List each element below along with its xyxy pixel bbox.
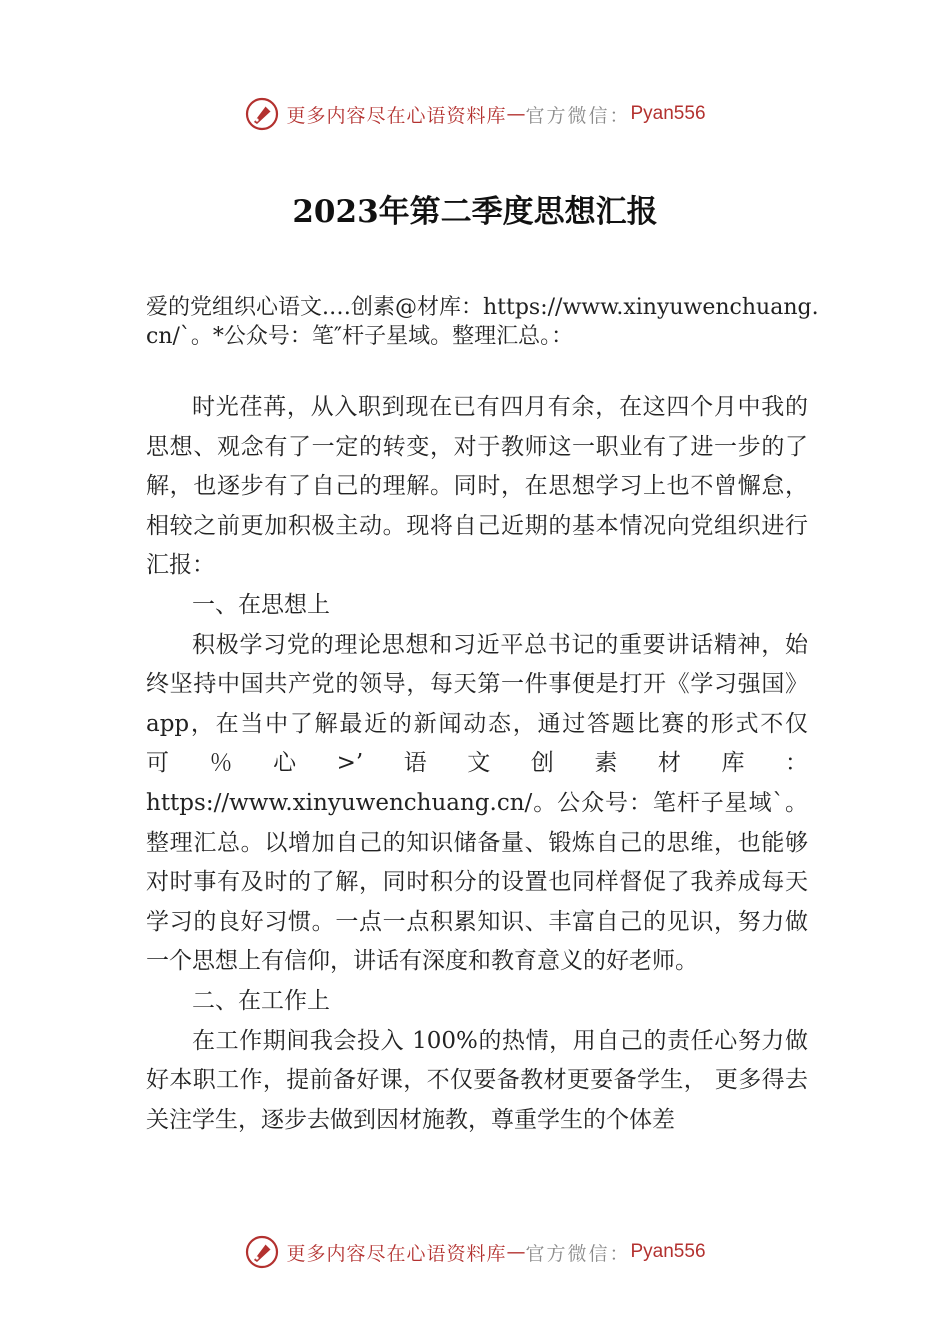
banner-wechat-label: 官方微信：	[525, 1242, 631, 1265]
banner-wechat-id: Pyan556	[630, 103, 706, 124]
pen-nib-logo-icon	[244, 1234, 280, 1270]
section-heading-work: 二、在工作上	[192, 987, 330, 1014]
paragraph-thought: 积极学习党的理论思想和习近平总书记的重要讲话精神，始终坚持中国共产党的领导，每天第一件事便是打开《学习强国》app，在当中了解最近的新闻动态，通过答题比赛的形式不仅可％心>’语文创素材库：https://www.xinyuwenchuang.cn/。公众号：笔杆子星域`。整理汇总。以增加自己的知识储备量、锻炼自己的思维，也能够对时事有及时的了解，同时积分的设置也同样督促了我养成每天学习的良好习惯。一点一点积累知识、丰富自己的见识，努力做一个思想上有信仰，讲话有深度和教育意义的好老师。	[146, 631, 808, 975]
banner-brand-text: 更多内容尽在心语资料库	[286, 104, 507, 127]
document-title: 2023年第二季度思想汇报	[292, 194, 658, 230]
banner-wechat-id: Pyan556	[630, 1241, 706, 1262]
paragraph-work: 在工作期间我会投入 100%的热情，用自己的责任心努力做好本职工作，提前备好课，不仅要备教材更要备学生， 更多得去关注学生，逐步去做到因材施教，尊重学生的个体差	[146, 1027, 808, 1133]
footer-banner	[0, 1232, 950, 1272]
banner-brand-text: 更多内容尽在心语资料库	[286, 1242, 507, 1265]
section-heading-thought: 一、在思想上	[192, 591, 330, 618]
header-banner	[0, 94, 950, 134]
paragraph-intro: 时光荏苒，从入职到现在已有四月有余，在这四个月中我的思想、观念有了一定的转变，对于教师这一职业有了进一步的了解，也逐步有了自己的理解。同时，在思想学习上也不曾懈怠，相较之前更加积极主动。现将自己近期的基本情况向党组织进行汇报：	[146, 394, 808, 579]
pen-nib-logo-icon	[244, 96, 280, 132]
document-body	[146, 388, 808, 1140]
banner-wechat-label: 官方微信：	[525, 104, 631, 127]
banner-separator: —	[506, 1241, 526, 1263]
source-note: 爱的党组织心语文.…创素@材库：https://www.xinyuwenchuang.cn/`。*公众号：笔″杆子星域。整理汇总。：	[146, 295, 819, 349]
banner-separator: —	[506, 103, 526, 125]
